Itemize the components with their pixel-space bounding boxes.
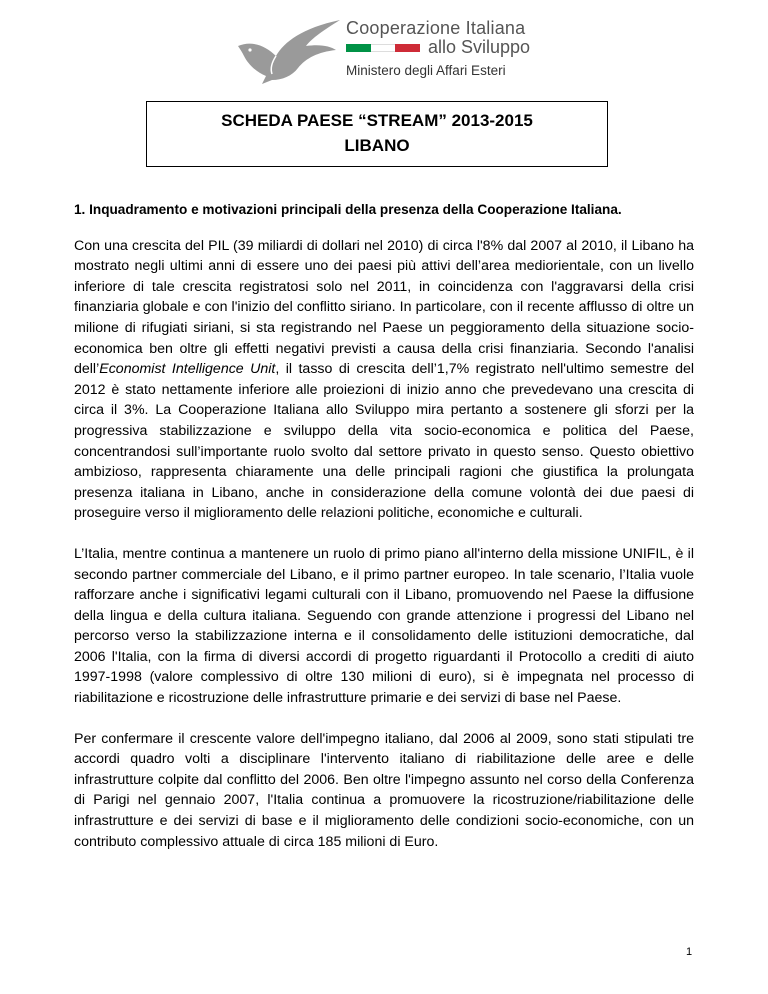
document-title: SCHEDA PAESE “STREAM” 2013-2015 <box>221 111 533 130</box>
document-country: LIBANO <box>344 136 410 155</box>
document-body <box>74 200 694 872</box>
paragraph-3: Per confermare il crescente valore dell'impegno italiano, dal 2006 al 2009, sono stati stipulati tre accordi quadro volti a disciplinare l'intervento italiano di riabilitazione delle aree e delle infrastrutture colpite dal conflitto del 2006. Ben oltre l'impegno assunto nel corso della Conferenza di Parigi nel gennaio 2007, l'Italia continua a promuovere la ricostruzione/riabilitazione delle infrastrutture e dei servizi di base e il miglioramento delle condizioni socio-economiche, con un contributo complessivo attuale di circa 185 milioni di Euro. <box>74 730 694 850</box>
dove-icon <box>232 16 344 86</box>
logo-ministry: Ministero degli Affari Esteri <box>346 63 506 78</box>
page-number: 1 <box>686 946 693 958</box>
italian-flag-bar <box>346 44 420 52</box>
paragraph-1-text-b: , il tasso di crescita dell’1,7% registrato nell'ultimo semestre del 2012 è stato nettamente inferiore alle proiezioni di inizio anno che prevedevano una crescita di circa il 3%. La Cooperazione Italiana allo Sviluppo mira pertanto a sostenere gli sforzi per la progressiva stabilizzazione e sviluppo della vita socio-economica e politica del Paese, concentrandosi sull’importante ruolo svolto dal settore privato in questo senso. Questo obiettivo ambizioso, rappresenta chiaramente una delle principali ragioni che giustifica la prolungata presenza italiana in Libano, anche in considerazione della comune volontà dei due paesi di proseguire verso il miglioramento delle relazioni politiche, economiche e culturali. <box>74 361 695 522</box>
paragraph-1-text-a: Con una crescita del PIL (39 miliardi di dollari nel 2010) di circa l'8% dal 2007 al 2010, il Libano ha mostrato negli ultimi anni di essere uno dei paesi più attivi dell’area mediorientale, con un livello inferiore di tale crescita registratosi solo nel 2011, in coincidenza con l'aggravarsi della crisi finanziaria globale e con l'inizio del conflitto siriano. In particolare, con il recente afflusso di oltre un milione di rifugiati siriani, si sta registrando nel Paese un peggioramento della situazione socio-economica ben oltre gli effetti negativi previsti a causa della crisi finanziaria. Secondo l'analisi dell’ <box>74 237 694 378</box>
paragraph-1-emphasis: Economist Intelligence Unit <box>99 361 276 378</box>
logo-subtitle: allo Sviluppo <box>428 37 531 57</box>
paragraph-1 <box>74 236 694 524</box>
document-title-box <box>146 101 608 167</box>
cooperazione-logo <box>232 16 562 86</box>
logo-title: Cooperazione Italiana <box>346 18 526 38</box>
section-heading: 1. Inquadramento e motivazioni principali della presenza della Cooperazione Italiana. <box>74 202 622 217</box>
paragraph-2: L’Italia, mentre continua a mantenere un ruolo di primo piano all'interno della missione UNIFIL, è il secondo partner commerciale del Libano, e il primo partner europeo. In tale scenario, l’Italia vuole rafforzare anche i significativi legami culturali con il Libano, promuovendo nel Paese la diffusione della lingua e della cultura italiana. Seguendo con grande attenzione i progressi del Libano nel percorso verso la stabilizzazione interna e il consolidamento delle istituzioni democratiche, dal 2006 l'Italia, con la firma di diversi accordi di progetto riguardanti il Protocollo a crediti di aiuto 1997-1998 (valore complessivo di oltre 130 milioni di euro), si è impegnata nel processo di riabilitazione e ricostruzione delle infrastrutture primarie e dei servizi di base nel Paese. <box>74 545 694 707</box>
